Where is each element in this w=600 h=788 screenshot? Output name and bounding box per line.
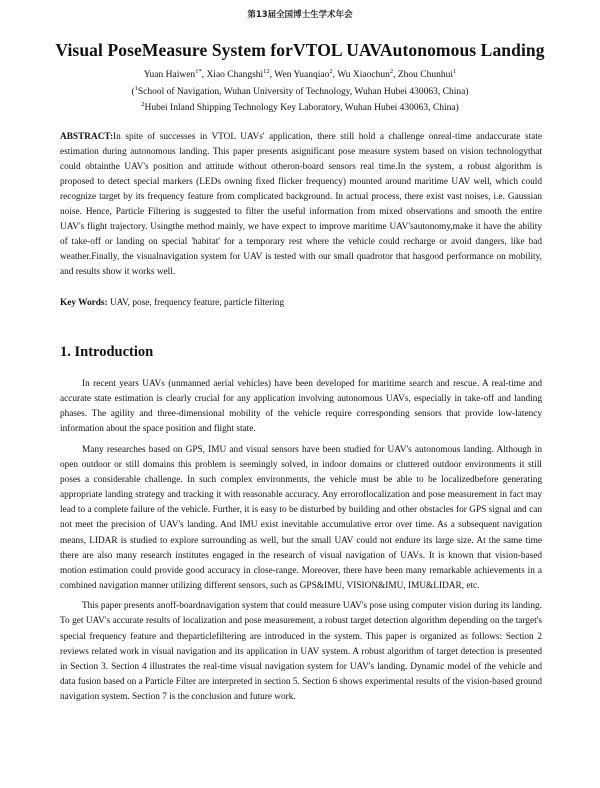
section-heading: 1. Introduction — [60, 344, 154, 360]
abstract — [60, 130, 542, 280]
author-name: Yuan Haiwen — [143, 70, 196, 80]
affiliation-text: Hubei Inland Shipping Technology Key Laboratory, Wuhan Hubei 430063, China — [144, 103, 456, 113]
author-name: Wu Xiaochun — [337, 70, 390, 80]
paragraph: This paper presents anoff-boardnavigation system that could measure UAV's pose using computer vision during its landing. To get UAV's accurate results of localization and pose measurement, a robust target detection algorithm depending on the target's special frequency feature and theparticlefiltering are introduced in the system. This paper is organized as follows: Section 2 reviews related work in visual navigation and its application in UAV system. A robust algorithm of target detection is presented in Section 3. Section 4 illustrates the real-time visual navigation system for UAV's landing. Dynamic model of the vehicle and data fusion based on a Particle Filter are interpreted in section 5. Section 6 shows experimental results of the vision-based ground navigation system. Section 7 is the conclusion and future work. — [60, 601, 542, 703]
abstract-label: ABSTRACT: — [60, 132, 114, 142]
author-sup: 1* — [195, 67, 202, 75]
keywords-label: Key Words: — [60, 298, 108, 308]
paragraph: In recent years UAVs (unmanned aerial vehicles) have been developed for maritime search and rescue. A real-time and accurate state estimation is clearly crucial for any application involving autonomous UAVs, especially in take-off and landing phases. The agility and three-dimensional mobility of the vehicle require corresponding sensors that provide low-latency information about the space position and flight state. — [60, 379, 542, 435]
keywords-text: UAV, pose, frequency feature, particle filtering — [109, 298, 285, 308]
keywords — [60, 296, 542, 311]
abstract-text: In spite of successes in VTOL UAVs' application, there still hold a challenge onreal-time andaccurate state estimation during autonomous landing. This paper presents asignificant pose measure system based on vision technologythat could obtainthe UAV's position and attitude without otheron-board sensors real time.In the system, a robust algorithm is proposed to detect special markers (LEDs owning fixed flicker frequency) mounted around maritime UAV well, which could recognize target by its frequency feature from complicated background. In actual process, there exist vast noises, i.e. Gaussian noise. Hence, Particle Filtering is suggested to filter the useful information from mixed observations and smooth the entire UAV's flight trajectory. Usingthe method mainly, we have expect to improve maritime UAV'sautonomy,make it have the ability of take-off or landing on special 'habitat' for a temporary rest where the vehicle could recharge or avoid dangers, like bad weather.Finally, the visualnavigation system for UAV is tested with our small quadrotor that hasgood performance on mobility, and results show it works well. — [60, 132, 542, 277]
author-sup: 2 — [329, 67, 333, 75]
paper-title: Visual PoseMeasure System forVTOL UAVAutonomous Landing — [55, 40, 545, 60]
conference-header: 第13届全国博士生学术年会 — [247, 10, 353, 20]
author-list: Yuan Haiwen$^{1*}$, Xiao Changshi$^{12}$, Wen Yuanqiao$^2$, Wu Xiaochun$^2$, Zhou Chunhui$^1$ — [143, 67, 457, 80]
affiliation-sup: 2 — [141, 100, 145, 108]
paragraph: Many researches based on GPS, IMU and visual sensors have been studied for UAV's autonomous landing. Although in open outdoor or still domains this problem is seemingly solved, in indoor domains or cluttered outdoor environments it still poses a considerable challenge. In such complex environments, the vehicle must be able to be localizedbefore generating appropriate landing strategy and tracking it with reasonable accuracy. Any erroroflocalization and pose measurement in fact may lead to a complete failure of the vehicle. Further, it is easy to be disturbed by building and other obstacles for GPS signal and can not meet the precision of UAV's landing. And IMU exist inevitable accumulative error over time. As a subsequent navigation means, LIDAR is studied to explore surrounding as well, but the small UAV could not endure its large size. At the same time there are also many research institutes engaged in the research of visual navigation of UAVs. It is known that vision-based motion estimation could provide good accuracy in close-range. Moreover, there have been many remarkable achievements in a combined navigation manner utilizing different sensors, such as GPS&IMU, VISION&IMU, IMU&LIDAR, etc. — [60, 444, 542, 592]
affiliation-1: ($^1$School of Navigation, Wuhan University of Technology, Wuhan Hubei 430063, China) — [131, 84, 469, 97]
affiliation-sup: 1 — [134, 84, 138, 92]
author-name: Wen Yuanqiao — [274, 70, 330, 80]
author-sup: 12 — [263, 67, 270, 75]
author-name: Zhou Chunhui — [397, 70, 453, 80]
author-sup: 2 — [389, 67, 394, 75]
author-name: Xiao Changshi — [206, 70, 264, 80]
affiliation-2: $^2$Hubei Inland Shipping Technology Key Laboratory, Wuhan Hubei 430063, China) — [141, 100, 459, 113]
affiliation-text: School of Navigation, Wuhan University of Technology, Wuhan Hubei 430063, China — [137, 87, 466, 97]
introduction-body — [60, 377, 542, 710]
author-sup: 1 — [453, 67, 457, 75]
